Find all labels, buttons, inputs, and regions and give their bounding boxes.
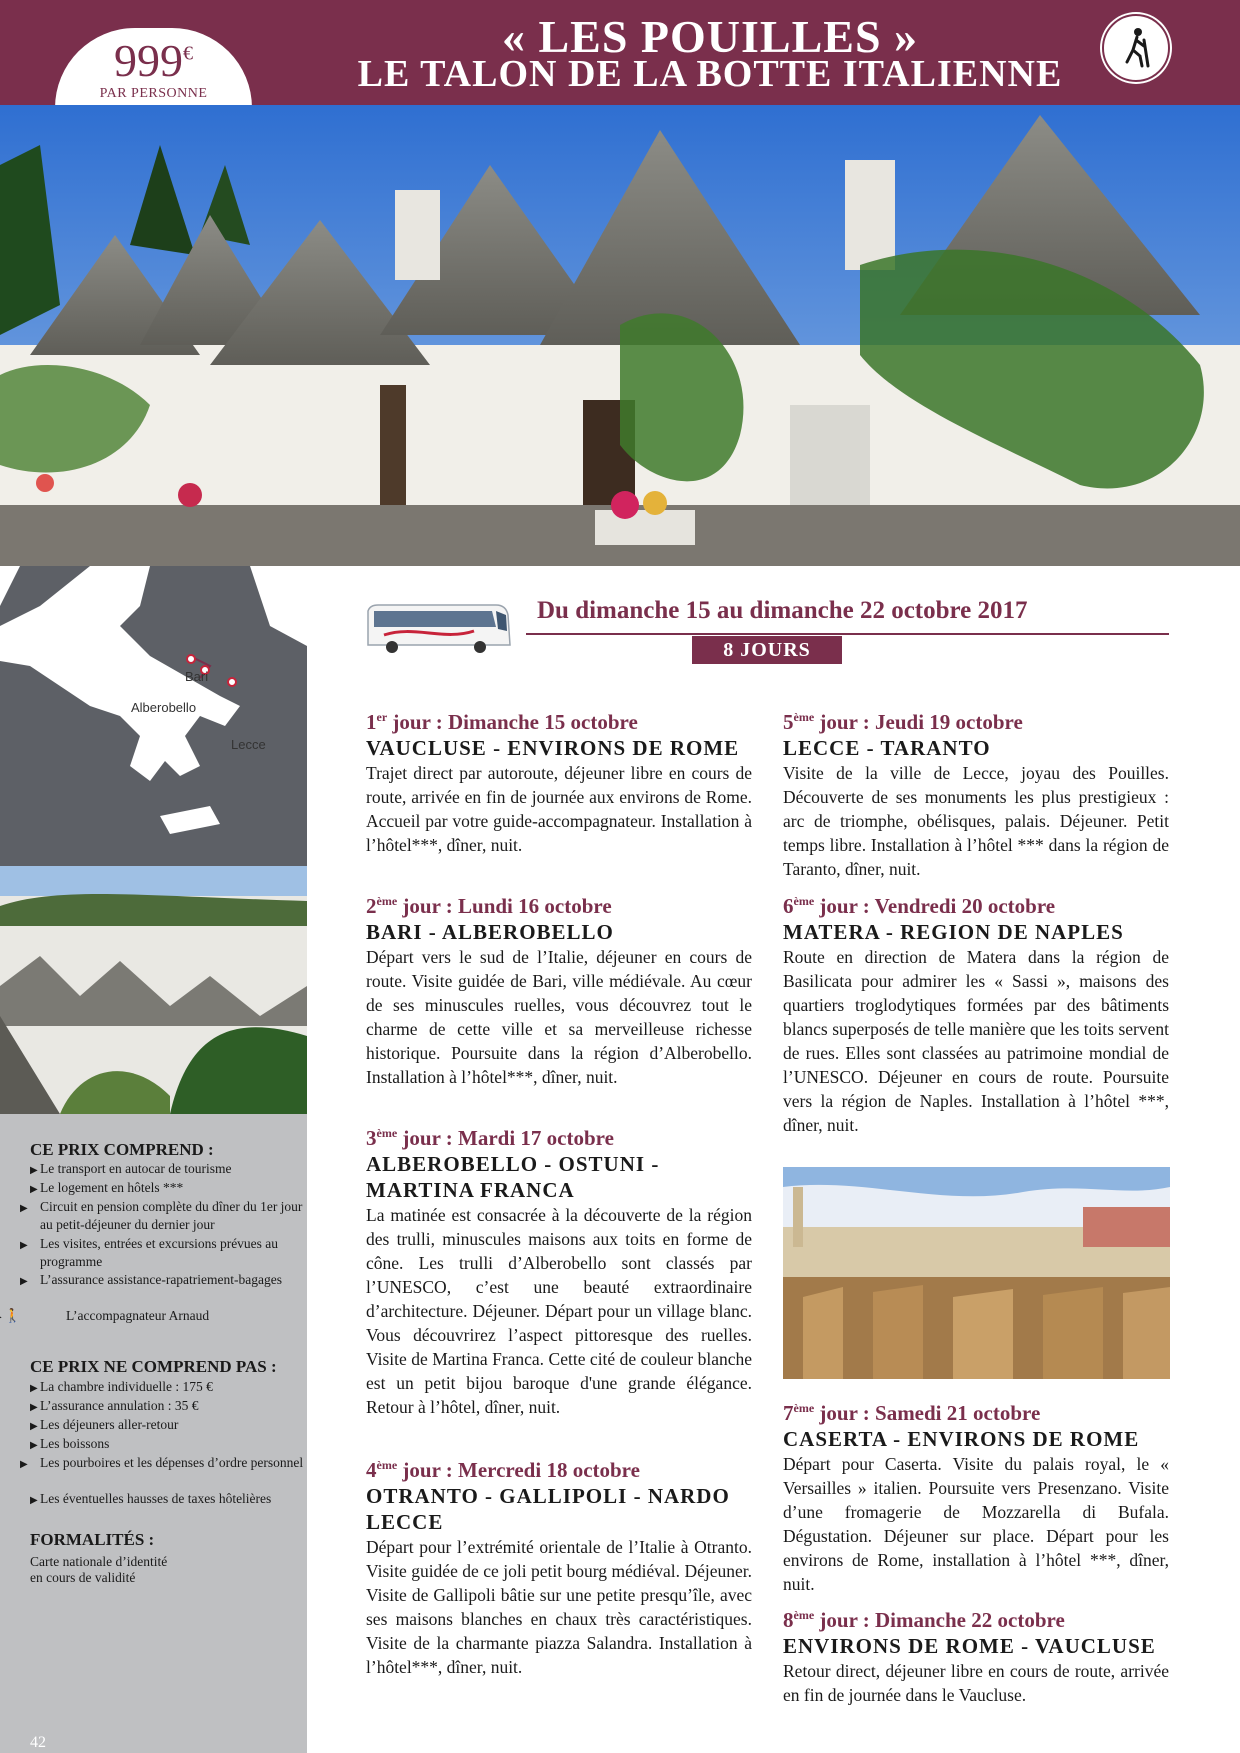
day-text: Retour direct, déjeuner libre en cours de route, arrivée en fin de journée dans le Vaucluse. — [783, 1661, 1169, 1705]
region-map — [0, 566, 307, 866]
excludes-item: ▶ Les pourboires et les dépenses d’ordre personnel — [20, 1455, 304, 1470]
formalities-text: Carte nationale d’identité en cours de validité — [30, 1554, 168, 1585]
title-line1: « LES POUILLES » — [501, 11, 919, 62]
day-text: Visite de la ville de Lecce, joyau des Pouilles. Découverte de ses monuments les plus prestigieux : arc de triomphe, obélisques, palais. Déjeuner. Petit temps libre. Installation à l’hôtel *** dans la région de Taranto, dîner, nuit. — [783, 763, 1169, 879]
excludes-item: ▶ Les déjeuners aller-retour — [30, 1417, 179, 1432]
day-route: MATERA - REGION DE NAPLES — [783, 920, 1124, 944]
day-5 — [783, 705, 1169, 881]
day-route: BARI - ALBEROBELLO — [366, 920, 614, 944]
includes-item: ▶ L’assurance assistance-rapatriement-bagages — [20, 1272, 283, 1287]
excludes-item: ▶ Les éventuelles hausses de taxes hôtelières — [30, 1491, 272, 1506]
trip-dates: Du dimanche 15 au dimanche 22 octobre 2017 — [537, 597, 1028, 624]
day-route: OTRANTO - GALLIPOLI - NARDO LECCE — [366, 1484, 730, 1534]
title-line2: LE TALON DE LA BOTTE ITALIENNE — [357, 53, 1063, 95]
day-date: 2ème jour : Lundi 16 octobre — [366, 894, 612, 918]
day-text: Départ vers le sud de l’Italie, déjeuner en cours de route. Visite guidée de Bari, ville médiévale. Au cœur de ses minuscules ruelles, vous découvrez tout le charme de cette ville et sa merveilleuse richesse historique. Poursuite dans la région d’Alberobello. Installation à l’hôtel***, dîner, nuit. — [366, 947, 752, 1087]
price-unit: PAR PERSONNE — [99, 86, 208, 101]
accompagnateur-logo — [1100, 12, 1172, 84]
price-amount: 999€ — [114, 35, 193, 86]
excludes-item: ▶ La chambre individuelle : 175 € — [30, 1379, 213, 1394]
lecce-amphitheatre-photo — [783, 1167, 1170, 1379]
day-route: ALBEROBELLO - OSTUNI - MARTINA FRANCA — [366, 1152, 660, 1202]
coach-bus-icon — [364, 601, 514, 657]
day-date: 6ème jour : Vendredi 20 octobre — [783, 894, 1056, 918]
map-city-lecce: Lecce — [231, 737, 266, 752]
day-text: Départ pour Caserta. Visite du palais royal, le « Versailles » italien. Poursuite vers Presenzano. Visite d’une fromagerie de Mozzarella di Bufala. Dégustation. Déjeuner sur place. Départ pour les environs de Rome, installation à l’hôtel ***, dîner, nuit. — [783, 1454, 1169, 1594]
day-7 — [783, 1396, 1169, 1596]
hiker-icon — [1100, 12, 1172, 84]
day-route: VAUCLUSE - ENVIRONS DE ROME — [366, 736, 740, 760]
day-date: 8ème jour : Dimanche 22 octobre — [783, 1608, 1065, 1632]
day-4 — [366, 1453, 752, 1679]
day-date: 3ème jour : Mardi 17 octobre — [366, 1126, 614, 1150]
map-marker-bari — [187, 655, 195, 663]
includes-item: 🚶 L’accompagnateur Arnaud — [4, 1308, 210, 1323]
includes-title: CE PRIX COMPREND : — [30, 1140, 214, 1159]
alberobello-photo — [0, 866, 307, 1114]
day-1 — [366, 705, 752, 857]
title-rule — [526, 633, 1169, 635]
includes-item: ▶ Le transport en autocar de tourisme — [30, 1161, 232, 1176]
day-date: 1er jour : Dimanche 15 octobre — [366, 710, 638, 734]
hiker-icon: 🚶 — [4, 1308, 21, 1323]
day-text: Départ pour l’extrémité orientale de l’Italie à Otranto. Visite guidée de ce joli petit bourg médiéval. Déjeuner. Visite de Gallipoli bâtie sur une petite presqu’île, avec ses maisons blanches en chaux très caractéristiques. Visite de la charmante piazza Salandra. Installation à l’hôtel***, dîner, nuit. — [366, 1537, 752, 1677]
day-route: ENVIRONS DE ROME - VAUCLUSE — [783, 1634, 1156, 1658]
price-badge — [55, 28, 252, 108]
excludes-title: CE PRIX NE COMPREND PAS : — [30, 1357, 277, 1376]
excludes-item: ▶ Les boissons — [30, 1436, 110, 1451]
day-text: La matinée est consacrée à la découverte de la région des trulli, minuscules maisons aux toits en forme de cône. Les trulli d’Alberobello sont classés par l’UNESCO, c’est une beauté extraordinaire d’architecture. Déjeuner. Départ pour un village blanc. Vous découvrirez l’aspect pittoresque des ruelles. Visite de Martina Franca. Cette cité de couleur blanche est un petit bijou baroque d'une grande élégance. Retour à l’hôtel, dîner, nuit. — [366, 1205, 752, 1417]
day-date: 7ème jour : Samedi 21 octobre — [783, 1401, 1041, 1425]
day-date: 5ème jour : Jeudi 19 octobre — [783, 710, 1023, 734]
formalities-title: FORMALITÉS : — [30, 1530, 155, 1549]
map-city-bari: Bari — [185, 669, 209, 684]
day-text: Route en direction de Matera dans la région de Basilicata pour admirer les « Sassi », maisons des quartiers troglodytiques formées par des bâtiments blancs superposés de telle manière que les toits servent de rues. Elles sont classées au patrimoine mondial de l’UNESCO. Déjeuner en cours de route. Poursuite vers la région de Naples. Installation à l’hôtel ***, dîner, nuit. — [783, 947, 1169, 1135]
trip-duration: 8 JOURS — [692, 636, 842, 664]
map-city-alberobello: Alberobello — [131, 700, 197, 715]
trulli-photo — [0, 105, 1240, 566]
map-marker-lecce — [228, 678, 236, 686]
includes-item: ▶ Circuit en pension complète du dîner du 1er jour au petit-déjeuner du dernier jour — [20, 1199, 303, 1232]
includes-item: ▶ Les visites, entrées et excursions prévues au programme — [20, 1236, 279, 1269]
excludes-item: ▶ L’assurance annulation : 35 € — [30, 1398, 199, 1413]
day-6 — [783, 889, 1169, 1137]
day-text: Trajet direct par autoroute, déjeuner libre en cours de route, arrivée en fin de journée aux environs de Rome. Accueil par votre guide-accompagnateur. Installation à l’hôtel***, dîner, nuit. — [366, 763, 752, 855]
day-2 — [366, 889, 752, 1089]
day-3 — [366, 1121, 752, 1419]
day-8 — [783, 1603, 1169, 1707]
day-route: CASERTA - ENVIRONS DE ROME — [783, 1427, 1140, 1451]
map-label-italie: ITALIE — [26, 624, 88, 646]
includes-item: ▶ Le logement en hôtels *** — [30, 1180, 184, 1195]
day-date: 4ème jour : Mercredi 18 octobre — [366, 1458, 640, 1482]
day-route: LECCE - TARANTO — [783, 736, 991, 760]
page-number: 42 — [30, 1734, 46, 1751]
